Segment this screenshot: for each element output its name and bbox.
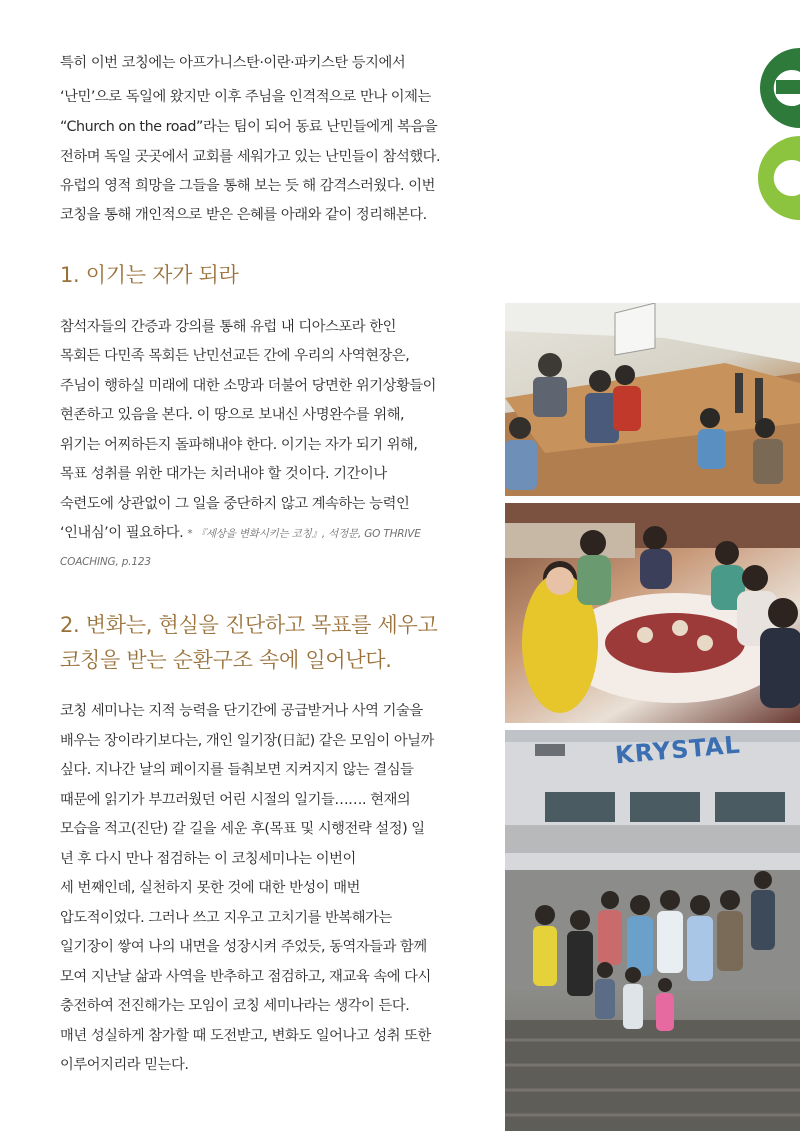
section1-line-last — [60, 519, 421, 550]
intro-line: 특히 이번 코칭에는 아프가니스탄·이란·파키스탄 등지에서 — [60, 55, 406, 71]
section2-line: 매년 성실하게 참가할 때 도전받고, 변화도 일어나고 성취 또한 — [60, 1028, 431, 1044]
section1-line: 현존하고 있음을 본다. 이 땅으로 보내신 사명완수를 위해, — [60, 407, 405, 423]
section2-line: 세 번째인데, 실천하지 못한 것에 대한 반성이 매번 — [60, 880, 360, 896]
section1-heading: 1. 이기는 자가 되라 — [60, 263, 239, 287]
section1-line: 위기는 어찌하든지 돌파해내야 한다. 이기는 자가 되기 위해, — [60, 437, 418, 453]
intro-line: “Church on the road”라는 팀이 되어 동료 난민들에게 복음을 — [60, 119, 438, 135]
footnote: * 『세상을 변화시키는 코칭』, 석정문, GO THRIVE — [187, 528, 421, 540]
seminar-room-photo — [505, 303, 800, 496]
brand-logo — [754, 44, 800, 224]
section1-line: 목표 성취를 위한 대가는 치러내야 할 것이다. 기간이나 — [60, 466, 387, 482]
section2-heading-line: 2. 변화는, 현실을 진단하고 목표를 세우고 — [60, 613, 438, 637]
intro-line: 전하며 독일 곳곳에서 교회를 세워가고 있는 난민들이 참석했다. — [60, 149, 441, 165]
section1-line: 주님이 행하실 미래에 대한 소망과 더불어 당면한 위기상황들이 — [60, 378, 437, 394]
section2-line: 년 후 다시 만나 점검하는 이 코칭세미나는 이번이 — [60, 851, 356, 867]
intro-line: 유럽의 영적 희망을 그들을 통해 보는 듯 해 감격스러웠다. 이번 — [60, 178, 435, 194]
intro-line: ‘난민’으로 독일에 왔지만 이후 주님을 인격적으로 만나 이제는 — [60, 89, 431, 105]
section2-line: 코칭 세미나는 지적 능력을 단기간에 공급받거나 사역 기술을 — [60, 703, 423, 719]
section2-line: 배우는 장이라기보다는, 개인 일기장(日記) 같은 모임이 아닐까 — [60, 733, 434, 749]
section2-line: 일기장이 쌓여 나의 내면을 성장시켜 주었듯, 동역자들과 함께 — [60, 939, 427, 955]
section1-line: 참석자들의 간증과 강의를 통해 유럽 내 디아스포라 한인 — [60, 319, 396, 335]
section2-line: 충전하여 전진해가는 모임이 코칭 세미나라는 생각이 든다. — [60, 998, 410, 1014]
section2-line: 이루어지리라 믿는다. — [60, 1057, 189, 1073]
dinner-photo — [505, 503, 800, 723]
building-sign: KRYSTAL — [614, 730, 742, 770]
section2-line: 싶다. 지나간 날의 페이지를 들춰보면 지켜지지 않는 결심들 — [60, 762, 414, 778]
group-photo — [505, 730, 800, 1131]
section2-line: 압도적이었다. 그러나 쓰고 지우고 고치기를 반복해가는 — [60, 910, 392, 926]
section1-line: 숙련도에 상관없이 그 일을 중단하지 않고 계속하는 능력인 — [60, 496, 410, 512]
intro-line: 코칭을 통해 개인적으로 받은 은혜를 아래와 같이 정리해본다. — [60, 207, 427, 223]
section2-line: 모여 지난날 삶과 사역을 반추하고 점검하고, 재교육 속에 다시 — [60, 969, 431, 985]
section2-line: 때문에 읽기가 부끄러웠던 어린 시절의 일기들……. 현재의 — [60, 792, 411, 808]
section2-heading-line: 코칭을 받는 순환구조 속에 일어난다. — [60, 648, 392, 672]
section1-line-text: ‘인내심’이 필요하다. — [60, 525, 184, 541]
section2-line: 모습을 적고(진단) 갈 길을 세운 후(목표 및 시행전략 설정) 일 — [60, 821, 425, 837]
section1-line: 목회든 다민족 목회든 난민선교든 간에 우리의 사역현장은, — [60, 348, 410, 364]
footnote-continued: COACHING, p.123 — [60, 556, 151, 568]
